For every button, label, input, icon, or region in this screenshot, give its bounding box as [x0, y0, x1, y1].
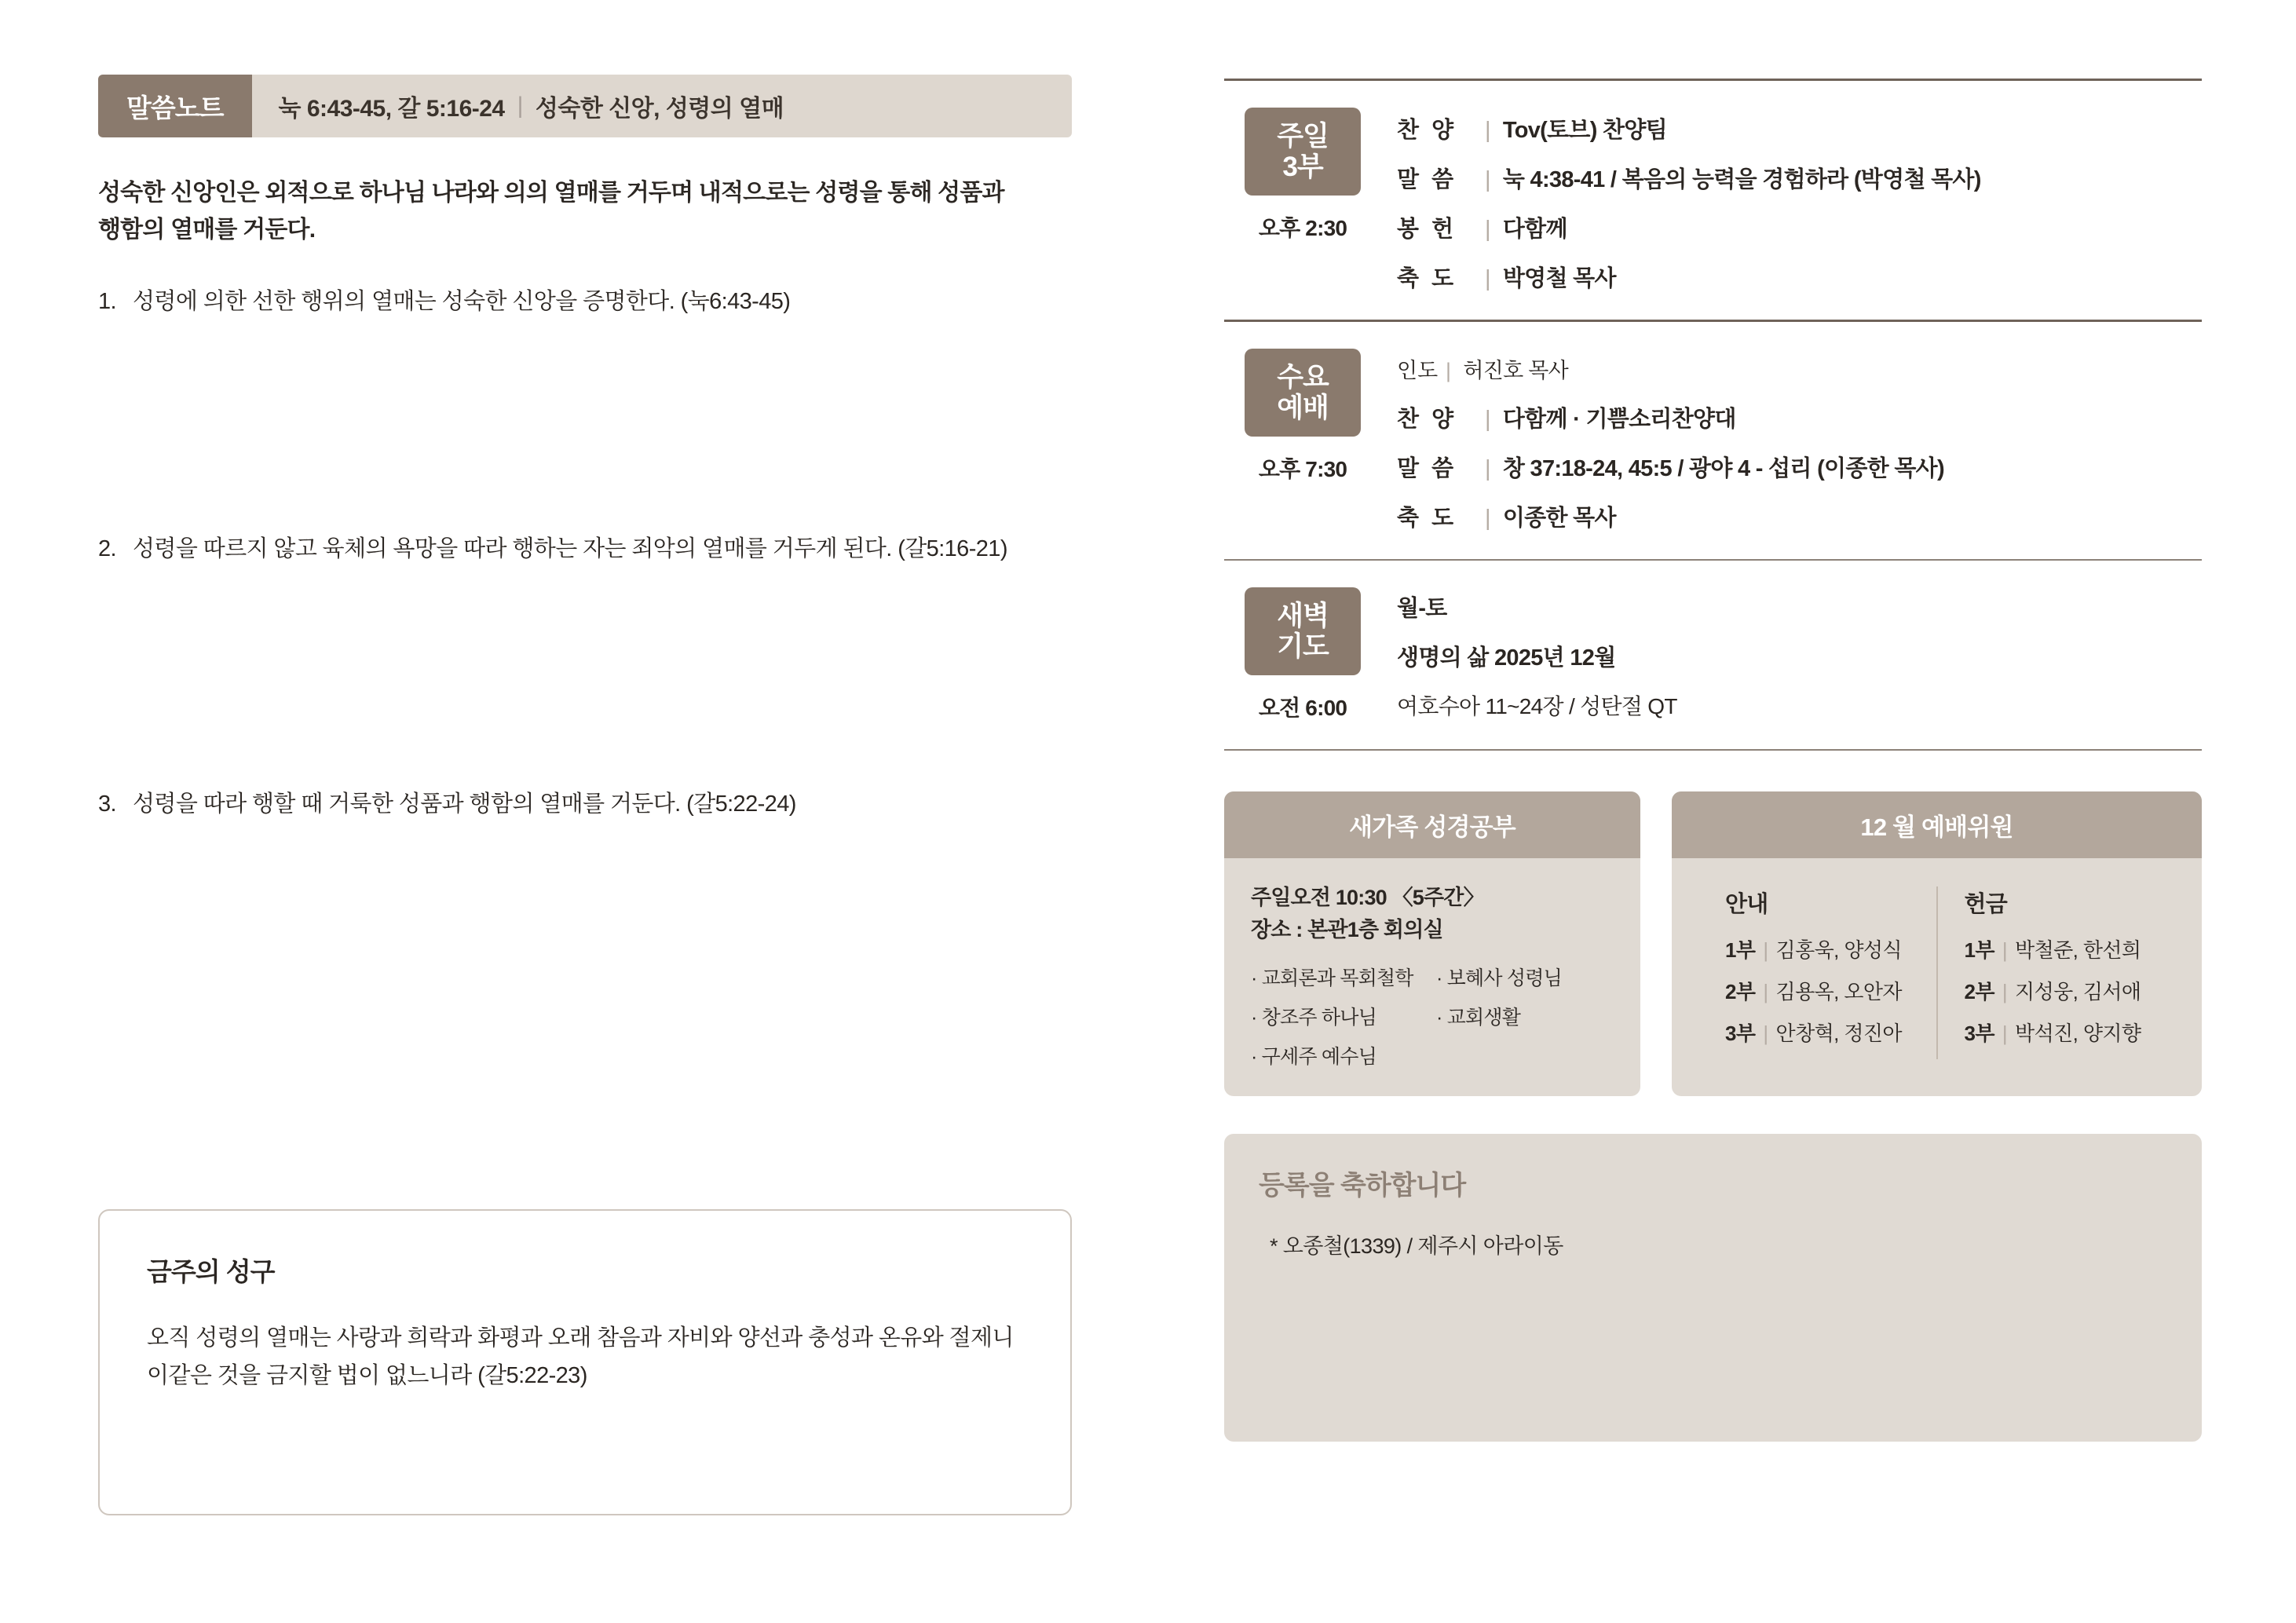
service-dawn-tag: [1245, 587, 1361, 675]
new-family-card-body: [1224, 858, 1640, 1096]
registration-title: 등록을 축하합니다: [1259, 1171, 1466, 1201]
service-sunday-third-label: [1224, 108, 1381, 243]
service-wed-row-leader-value: 허진호 목사: [1463, 359, 1569, 382]
service-row-praise-divider: |: [1485, 118, 1490, 143]
committee-offering-row-1-names: 박철준, 한선희: [2015, 938, 2141, 962]
service-dawn-tag-line2: 기도: [1277, 631, 1329, 662]
sermon-note-header: [98, 75, 1072, 137]
sermon-point-1-number: 1.: [98, 289, 116, 314]
committee-guide-row-2: [1725, 976, 1936, 1005]
committee-column-offering: [1936, 886, 2176, 1059]
service-wed-row-leader-divider: |: [1446, 359, 1451, 382]
service-wed-row-sermon-label: 말 씀: [1397, 456, 1457, 481]
service-row-offering-divider: |: [1485, 217, 1490, 242]
committee-offering-row-3-names: 박석진, 양지향: [2015, 1022, 2141, 1045]
sermon-note-title: 성숙한 신앙, 성령의 열매: [535, 96, 784, 122]
service-wed-row-praise: [1397, 401, 2202, 433]
worship-committee-title: 12 월 예배위원: [1672, 791, 2202, 858]
sermon-point-3-number: 3.: [98, 791, 116, 817]
service-dawn-rows: [1381, 587, 2202, 721]
committee-guide-row-1-divider: |: [1763, 938, 1768, 962]
sermon-note-reference: 눅 6:43-45, 갈 5:16-24: [278, 96, 505, 122]
committee-offering-row-2: [1965, 976, 2176, 1005]
committee-column-guide: [1698, 886, 1936, 1059]
sermon-point-3: [98, 787, 1040, 822]
committee-guide-row-2-divider: |: [1763, 980, 1768, 1003]
service-row-sermon: [1397, 162, 2202, 194]
weekly-verse-body: 오직 성령의 열매는 사랑과 희락과 화평과 오래 참음과 자비와 양선과 충성과 온유와 절제니 이같은 것을 금지할 법이 없느니라 (갈5:22-23): [147, 1325, 1014, 1388]
service-row-benediction-divider: |: [1485, 266, 1490, 291]
service-wednesday-tag-line2: 예배: [1277, 393, 1329, 423]
committee-offering-row-3: [1965, 1018, 2176, 1047]
service-sunday-third: [1224, 81, 2202, 320]
new-family-place: 장소 : 본관1층 회의실: [1251, 917, 1443, 941]
committee-offering-row-2-names: 지성웅, 김서애: [2015, 980, 2141, 1003]
service-row-benediction-value: 박영철 목사: [1502, 266, 1616, 291]
divider-after-dawn: [1224, 749, 2202, 751]
new-family-topic-3: · 창조주 하나님: [1251, 1007, 1377, 1029]
service-row-offering-value: 다함께: [1502, 217, 1567, 242]
sermon-point-2-number: 2.: [98, 536, 116, 561]
sermon-point-3-text: 성령을 따라 행할 때 거룩한 성품과 행함의 열매를 거둔다. (갈5:22-24): [133, 791, 796, 817]
service-sunday-third-rows: [1381, 108, 2202, 293]
committee-guide-row-3: [1725, 1018, 1936, 1047]
schedule-column: [1189, 0, 2296, 1623]
sermon-note-separator: |: [517, 93, 523, 119]
service-dawn-time: 오전 6:00: [1258, 696, 1347, 720]
info-cards-row: [1224, 791, 2202, 1096]
service-row-offering-label: 봉 헌: [1397, 217, 1457, 242]
new-family-topic-1: · 교회론과 목회철학: [1251, 967, 1413, 989]
service-row-sermon-divider: |: [1485, 167, 1490, 192]
committee-guide-row-2-part: 2부: [1725, 980, 1756, 1003]
new-family-schedule: 주일오전 10:30 〈5주간〉: [1251, 886, 1484, 909]
committee-offering-row-1: [1965, 934, 2176, 963]
service-wednesday-rows: [1381, 349, 2202, 532]
service-row-benediction-label: 축 도: [1397, 266, 1457, 291]
service-wed-row-benediction-value: 이종한 목사: [1502, 506, 1616, 531]
weekly-verse-box: [98, 1209, 1072, 1515]
service-row-praise: [1397, 112, 2202, 144]
committee-offering-row-3-part: 3부: [1964, 1022, 1994, 1045]
sermon-note-reference-row: [252, 75, 784, 137]
service-wed-row-praise-divider: |: [1485, 407, 1490, 432]
committee-guide-row-2-names: 김용옥, 오안자: [1775, 980, 1902, 1003]
service-row-praise-value: Tov(토브) 찬양팀: [1502, 118, 1667, 143]
service-wed-row-benediction-label: 축 도: [1397, 506, 1457, 531]
service-dawn-material: 생명의 삶 2025년 12월: [1397, 645, 1616, 671]
service-dawn-days: 월-토: [1397, 596, 1447, 621]
committee-offering-row-1-divider: |: [2002, 938, 2008, 962]
service-row-offering: [1397, 211, 2202, 243]
service-dawn-tag-line1: 새벽: [1277, 600, 1329, 631]
committee-guide-row-3-names: 안창혁, 정진아: [1775, 1022, 1902, 1045]
committee-guide-row-3-part: 3부: [1725, 1022, 1756, 1045]
worship-committee-body: [1672, 858, 2202, 1086]
new-family-topics: [1251, 963, 1614, 1069]
service-dawn-prayer: [1224, 561, 2202, 749]
sermon-point-2: [98, 532, 1040, 567]
service-sunday-third-tag-line1: 주일: [1277, 120, 1329, 152]
weekly-verse-title: 금주의 성구: [147, 1257, 275, 1286]
committee-offering-heading: 헌금: [1964, 892, 2007, 917]
committee-guide-row-3-divider: |: [1763, 1022, 1768, 1045]
service-wed-row-benediction: [1397, 500, 2202, 532]
service-wednesday-time: 오후 7:30: [1258, 457, 1347, 481]
service-wed-row-sermon: [1397, 451, 2202, 483]
service-wed-row-praise-value: 다함께 · 기쁨소리찬양대: [1502, 407, 1736, 432]
sermon-point-1: [98, 284, 1040, 320]
committee-guide-row-1-part: 1부: [1725, 938, 1756, 962]
service-wednesday-label: [1224, 349, 1381, 484]
new-family-card: [1224, 791, 1640, 1096]
registration-item-1: * 오종철(1339) / 제주시 아라이동: [1270, 1234, 1563, 1258]
service-dawn-passage: 여호수아 11~24장 / 성탄절 QT: [1397, 694, 1677, 718]
service-row-benediction: [1397, 261, 2202, 293]
sermon-point-2-text: 성령을 따르지 않고 육체의 욕망을 따라 행하는 자는 죄악의 열매를 거두게 된다. (갈5:16-21): [133, 536, 1007, 561]
committee-offering-row-2-divider: |: [2002, 980, 2008, 1003]
service-wednesday: [1224, 322, 2202, 559]
service-row-sermon-value: 눅 4:38-41 / 복음의 능력을 경험하라 (박영철 목사): [1502, 167, 1981, 192]
service-wed-row-praise-label: 찬 양: [1397, 407, 1457, 432]
sermon-note-summary: 성숙한 신앙인은 외적으로 하나님 나라와 의의 열매를 거두며 내적으로는 성령을 통해 성품과 행함의 열매를 거둔다.: [98, 180, 1004, 243]
committee-guide-row-1: [1725, 934, 1936, 963]
service-wed-row-sermon-divider: |: [1485, 456, 1490, 481]
new-family-topic-4: · 교회생활: [1436, 1007, 1521, 1029]
service-row-sermon-label: 말 씀: [1397, 167, 1457, 192]
service-wed-row-leader: [1397, 353, 2202, 384]
service-sunday-third-time: 오후 2:30: [1258, 216, 1347, 240]
service-sunday-third-tag-line2: 3부: [1282, 152, 1323, 182]
new-family-topic-2: · 보혜사 성령님: [1436, 967, 1562, 989]
new-family-card-title: 새가족 성경공부: [1224, 791, 1640, 858]
service-wednesday-tag: [1245, 349, 1361, 437]
committee-offering-row-3-divider: |: [2002, 1022, 2008, 1045]
registration-card: [1224, 1134, 2202, 1442]
committee-guide-row-1-names: 김홍욱, 양성식: [1775, 938, 1902, 962]
service-wed-row-sermon-value: 창 37:18-24, 45:5 / 광야 4 - 섭리 (이종한 목사): [1502, 456, 1944, 481]
new-family-topic-5: · 구세주 예수님: [1251, 1046, 1377, 1068]
sermon-point-1-text: 성령에 의한 선한 행위의 열매는 성숙한 신앙을 증명한다. (눅6:43-45): [133, 289, 791, 314]
sermon-note-badge: 말씀노트: [98, 75, 252, 137]
worship-committee-card: [1672, 791, 2202, 1096]
committee-guide-heading: 안내: [1725, 892, 1768, 917]
committee-offering-row-2-part: 2부: [1964, 980, 1994, 1003]
service-wednesday-tag-line1: 수요: [1277, 361, 1329, 393]
worship-committee-columns: [1698, 882, 2175, 1059]
service-dawn-label: [1224, 587, 1381, 722]
service-wed-row-benediction-divider: |: [1485, 506, 1490, 531]
service-row-praise-label: 찬 양: [1397, 118, 1457, 143]
service-sunday-third-tag: [1245, 108, 1361, 196]
committee-offering-row-1-part: 1부: [1964, 938, 1994, 962]
service-wed-row-leader-label: 인도: [1397, 359, 1439, 382]
